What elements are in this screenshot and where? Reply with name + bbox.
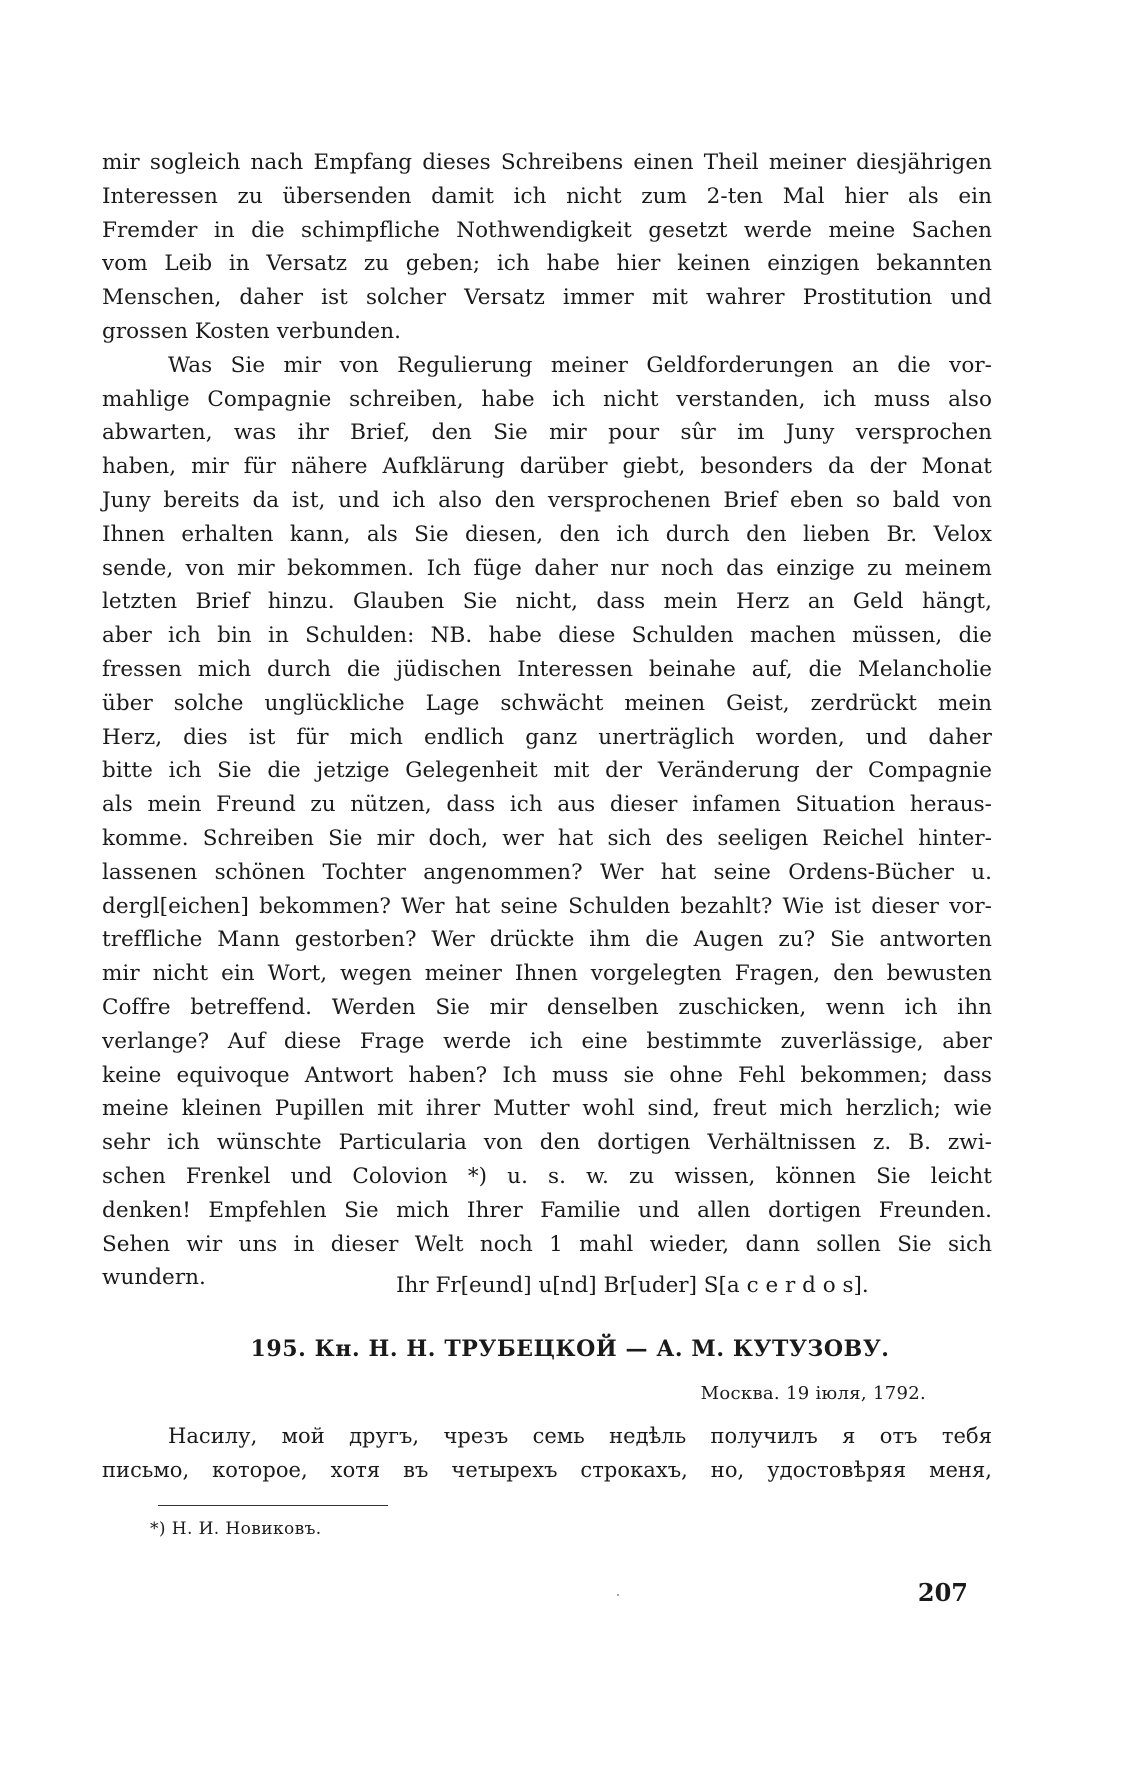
- body-line: mir nicht ein Wort, wegen meiner Ihnen vorgelegten Fragen, den bewusten: [102, 961, 992, 987]
- letter-heading: 195. Кн. Н. Н. ТРУБЕЦКОЙ — А. М. КУТУЗОВУ.: [250, 1336, 890, 1362]
- print-speck: [617, 1594, 619, 1596]
- body-line: abwarten, was ihr Brief, den Sie mir pour sûr im Juny versprochen: [102, 420, 992, 446]
- body-line: fressen mich durch die jüdischen Interessen beinahe auf, die Melancholie: [102, 656, 992, 682]
- russian-body-line: письмо, которое, хотя въ четырехъ строкахъ, но, удостовѣряя меня,: [102, 1457, 992, 1482]
- body-line: aber ich bin in Schulden: NB. habe diese Schulden machen müssen, die: [102, 623, 992, 649]
- page-number: 207: [917, 1578, 968, 1607]
- body-line: sehr ich wünschte Particularia von den dortigen Verhältnissen z. B. zwi-: [102, 1130, 992, 1156]
- body-line: komme. Schreiben Sie mir doch, wer hat sich des seeligen Reichel hinter-: [102, 825, 992, 851]
- body-line: Fremder in die schimpfliche Nothwendigkeit gesetzt werde meine Sachen: [102, 217, 992, 243]
- footnote: *) Н. И. Новиковъ.: [150, 1519, 322, 1539]
- body-line: schen Frenkel und Colovion *) u. s. w. zu wissen, können Sie leicht: [102, 1163, 992, 1189]
- body-line: Was Sie mir von Regulierung meiner Geldforderungen an die vor-: [168, 352, 992, 378]
- body-line: mahlige Compagnie schreiben, habe ich nicht verstanden, ich muss also: [102, 386, 992, 412]
- body-line: letzten Brief hinzu. Glauben Sie nicht, dass mein Herz an Geld hängt,: [102, 589, 992, 615]
- body-line: denken! Empfehlen Sie mich Ihrer Familie und allen dortigen Freunden.: [102, 1197, 992, 1223]
- body-line: bitte ich Sie die jetzige Gelegenheit mit der Veränderung der Compagnie: [102, 758, 992, 784]
- body-line: wundern.: [102, 1265, 206, 1291]
- body-line: meine kleinen Pupillen mit ihrer Mutter wohl sind, freut mich herzlich; wie: [102, 1096, 992, 1122]
- letter-signature: Ihr Fr[eund] u[nd] Br[uder] S[a c e r d o s].: [396, 1273, 869, 1298]
- body-line: dergl[eichen] bekommen? Wer hat seine Schulden bezahlt? Wie ist dieser vor-: [102, 893, 992, 919]
- german-letter-body: [102, 146, 992, 1295]
- body-line: sende, von mir bekommen. Ich füge daher nur noch das einzige zu meinem: [102, 555, 992, 581]
- body-line: Menschen, daher ist solcher Versatz immer mit wahrer Prostitution und: [102, 285, 992, 311]
- body-line: über solche unglückliche Lage schwächt meinen Geist, zerdrückt mein: [102, 690, 992, 716]
- place-date-line: Москва. 19 іюля, 1792.: [700, 1383, 926, 1404]
- body-line: keine equivoque Antwort haben? Ich muss sie ohne Fehl bekommen; dass: [102, 1062, 992, 1088]
- body-line: Herz, dies ist für mich endlich ganz unerträglich worden, und daher: [102, 724, 992, 750]
- body-line: Juny bereits da ist, und ich also den versprochenen Brief eben so bald von: [102, 487, 992, 513]
- body-line: vom Leib in Versatz zu geben; ich habe hier keinen einzigen bekannten: [102, 251, 992, 277]
- body-line: Ihnen erhalten kann, als Sie diesen, den ich durch den lieben Br. Velox: [102, 521, 992, 547]
- body-line: Coffre betreffend. Werden Sie mir denselben zuschicken, wenn ich ihn: [102, 994, 992, 1020]
- footnote-divider: [158, 1505, 388, 1506]
- body-line: grossen Kosten verbunden.: [102, 318, 401, 344]
- body-line: haben, mir für nähere Aufklärung darüber giebt, besonders da der Monat: [102, 454, 992, 480]
- russian-body-line: Насилу, мой другъ, чрезъ семь недѣль получилъ я отъ тебя: [168, 1424, 992, 1448]
- body-line: Sehen wir uns in dieser Welt noch 1 mahl wieder, dann sollen Sie sich: [102, 1231, 992, 1257]
- body-line: mir sogleich nach Empfang dieses Schreibens einen Theil meiner diesjährigen: [102, 150, 992, 175]
- body-line: verlange? Auf diese Frage werde ich eine bestimmte zuverlässige, aber: [102, 1028, 992, 1054]
- body-line: lassenen schönen Tochter angenommen? Wer hat seine Ordens-Bücher u.: [102, 859, 992, 885]
- russian-letter-body: [102, 1420, 992, 1488]
- body-line: treffliche Mann gestorben? Wer drückte ihm die Augen zu? Sie antworten: [102, 927, 992, 953]
- body-line: als mein Freund zu nützen, dass ich aus dieser infamen Situation heraus-: [102, 792, 992, 818]
- body-line: Interessen zu übersenden damit ich nicht zum 2-ten Mal hier als ein: [102, 183, 992, 209]
